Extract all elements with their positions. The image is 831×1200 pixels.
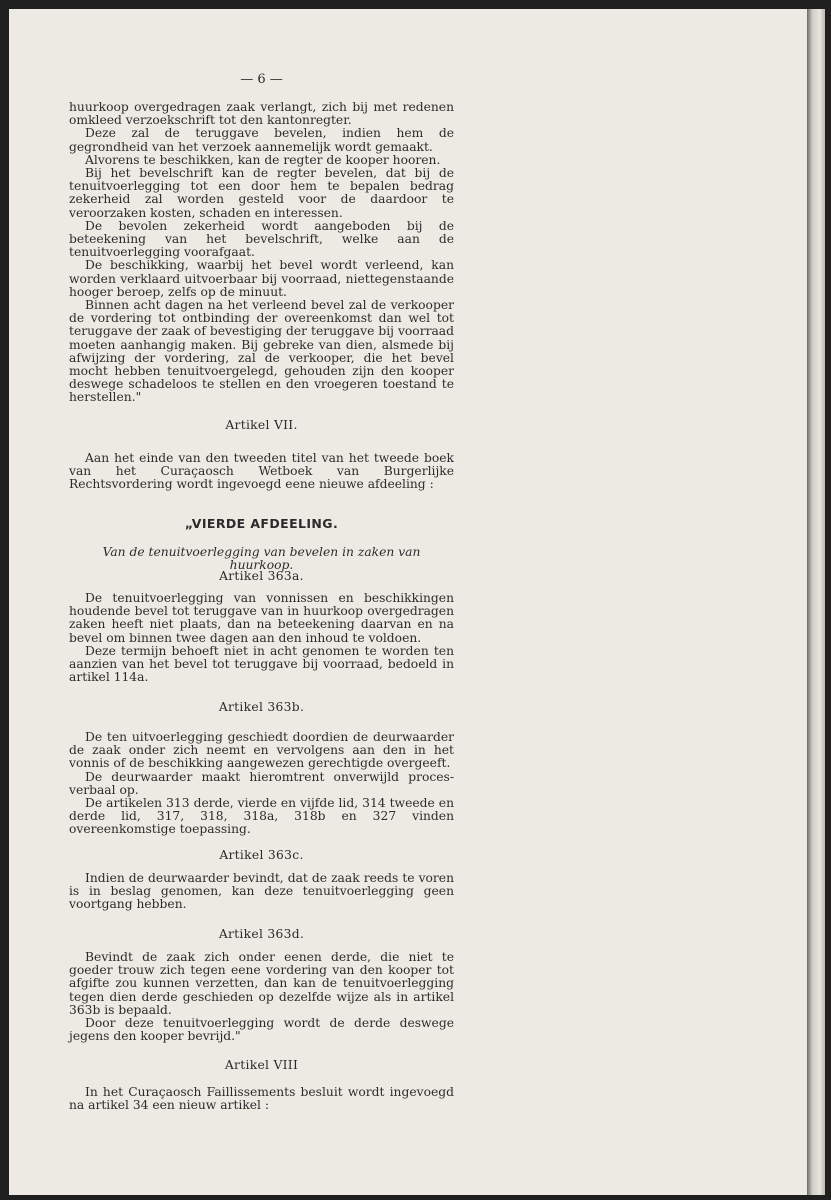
artikel-363a-heading: Artikel 363a. xyxy=(219,569,304,583)
paragraph: Deze termijn behoeft niet in acht genomen te worden ten aanzien van het bevel tot teruggave bij voorraad, bedoeld in artikel 114a. xyxy=(69,643,454,685)
paragraph: De ten uitvoerlegging geschiedt doordien de deurwaarder de zaak onder zich neemt en vervolgens aan den in het vonnis of de beschikking aangewezen gerechtigde overgeeft. xyxy=(69,730,454,771)
artikel-vii-text xyxy=(69,452,454,492)
paragraph: Indien de deurwaarder bevindt, dat de zaak reeds te voren is in beslag genomen, kan deze tenuitvoerlegging geen voortgang hebben. xyxy=(69,871,454,912)
document-page xyxy=(9,9,807,1195)
paragraph: huurkoop overgedragen zaak verlangt, zich bij met redenen omkleed verzoekschrift tot den kantonregter. xyxy=(69,100,454,128)
paragraph: De artikelen 313 derde, vierde en vijfde lid, 314 tweede en derde lid, 317, 318, 318a, 318b en 327 vinden overeenkomstige toepassing. xyxy=(69,796,454,837)
artikel-vii-heading: Artikel VII. xyxy=(225,418,298,432)
paragraph: Bij het bevelschrift kan de regter bevelen, dat bij de tenuitvoerlegging tot een door hem te bepalen bedrag zekerheid zal worden gesteld voor de daardoor te veroorzaken kosten, schaden en interessen. xyxy=(69,166,454,220)
page-edge xyxy=(807,9,825,1195)
paragraph: Binnen acht dagen na het verleend bevel zal de verkooper de vordering tot ontbinding der overeenkomst dan wel tot teruggave der zaak of bevestiging der teruggave bij voorraad moeten aanhangig maken. Bij gebreke van dien, alsmede bij afwijzing der vordering, zal de verkooper, die het bevel mocht hebben tenuitvoergelegd, gehouden zijn den kooper deswege schadeloos te stellen en den vroegeren toestand te herstellen." xyxy=(69,298,454,405)
paragraph: Door deze tenuitvoerlegging wordt de derde deswege jegens den kooper bevrijd." xyxy=(69,1016,454,1044)
paragraph: Bevindt de zaak zich onder eenen derde, die niet te goeder trouw zich tegen eene vordering van den kooper tot afgifte zou kunnen verzetten, dan kan de tenuitvoerlegging tegen dien derde geschieden op dezelfde wijze als in artikel 363b is bepaald. xyxy=(69,950,454,1017)
paragraph: Alvorens te beschikken, kan de regter de kooper hooren. xyxy=(85,152,441,167)
artikel-363c-heading: Artikel 363c. xyxy=(219,848,304,862)
paragraph: De tenuitvoerlegging van vonnissen en beschikkingen houdende bevel tot teruggave van in huurkoop overgedragen zaken heeft niet plaats, dan na beteekening daarvan en na bevel om binnen twee dagen aan den inhoud te voldoen. xyxy=(69,591,454,645)
artikel-363d-text xyxy=(69,951,454,1043)
opening-paragraphs xyxy=(69,101,454,405)
artikel-viii-heading: Artikel VIII xyxy=(224,1058,299,1072)
artikel-viii-text xyxy=(69,1086,454,1112)
artikel-363b-heading: Artikel 363b. xyxy=(218,700,305,714)
paragraph: Aan het einde van den tweeden titel van het tweede boek van het Curaçaosch Wetboek van Burgerlijke Rechtsvordering wordt ingevoegd eene nieuwe afdeeling : xyxy=(69,451,454,492)
paragraph: Deze zal de teruggave bevelen, indien hem de gegrondheid van het verzoek aannemelijk wordt gemaakt. xyxy=(69,126,454,154)
paragraph: In het Curaçaosch Faillissements besluit wordt ingevoegd na artikel 34 een nieuw artikel : xyxy=(69,1085,454,1113)
paragraph: De deurwaarder maakt hieromtrent onverwijld proces-verbaal op. xyxy=(69,769,454,797)
paragraph: De beschikking, waarbij het bevel wordt verleend, kan worden verklaard uitvoerbaar bij voorraad, niettegenstaande hooger beroep, zelfs op de minuut. xyxy=(69,258,454,299)
page-number: — 6 — xyxy=(240,72,283,87)
artikel-363c-text xyxy=(69,872,454,912)
artikel-363d-heading: Artikel 363d. xyxy=(218,927,305,941)
paragraph: De bevolen zekerheid wordt aangeboden bij de beteekening van het bevelschrift, welke aan de tenuitvoerlegging voorafgaat. xyxy=(69,218,454,260)
artikel-363a-text xyxy=(69,592,454,684)
artikel-363b-text xyxy=(69,731,454,837)
afdeeling-subtitle: Van de tenuitvoerlegging van bevelen in zaken van huurkoop. xyxy=(102,545,421,573)
afdeeling-title: „VIERDE AFDEELING. xyxy=(184,516,339,531)
